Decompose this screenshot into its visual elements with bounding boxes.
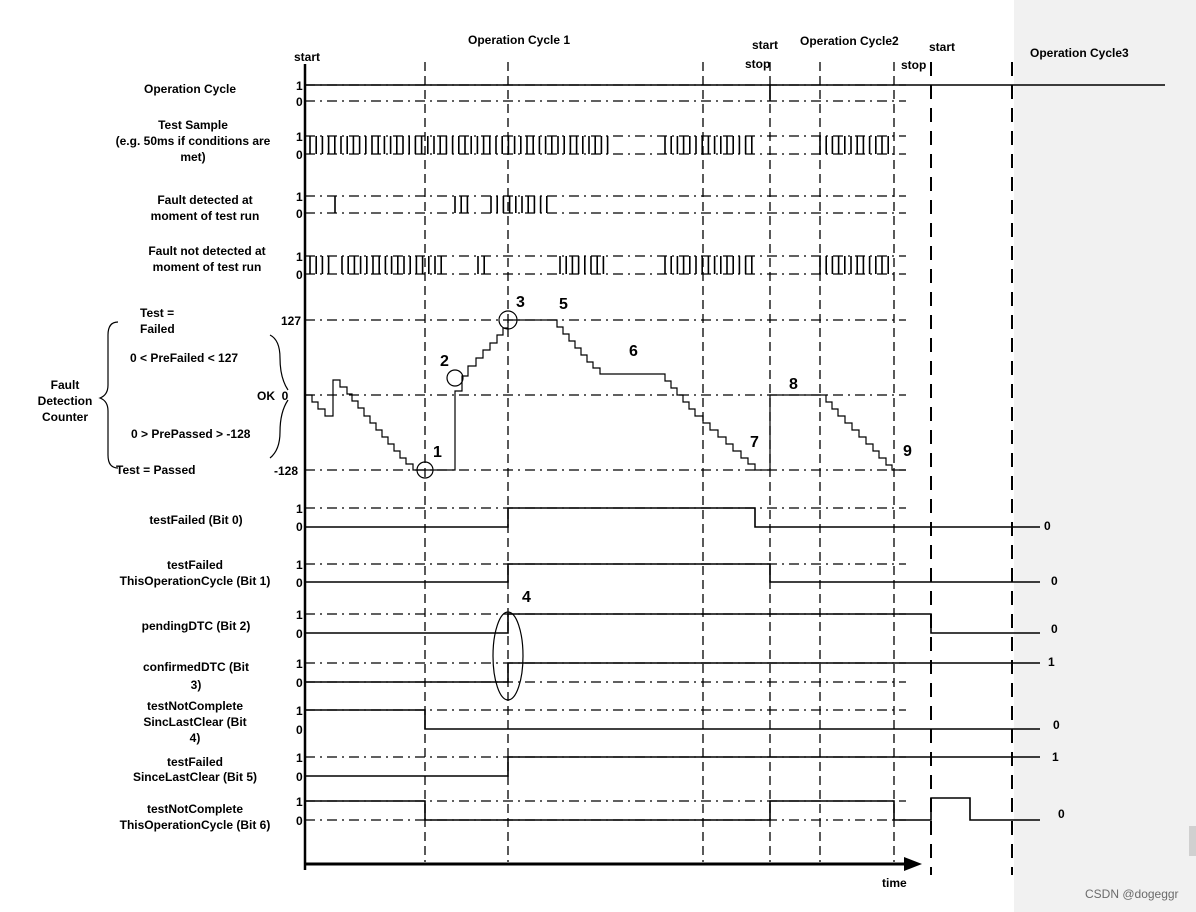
prepassed-label: 0 > PrePassed > -128 — [131, 427, 251, 441]
bit4-level-low: 0 — [296, 723, 303, 737]
fdc-label-3: Counter — [42, 410, 88, 424]
fault-detected-label-1: Fault detected at — [157, 193, 253, 207]
bit1-level-high: 1 — [296, 558, 303, 572]
bit5-final-value: 1 — [1052, 750, 1059, 764]
bit1-waveform — [305, 564, 1040, 582]
test-sample-sub1: (e.g. 50ms if conditions are — [115, 134, 271, 148]
fault-not-detected-label-1: Fault not detected at — [148, 244, 266, 258]
lower-brace — [270, 400, 288, 458]
time-axis-label: time — [882, 876, 907, 890]
bit2-level-high: 1 — [296, 608, 303, 622]
bit2-final-value: 0 — [1051, 622, 1058, 636]
operation-cycle-level-high: 1 — [296, 79, 303, 93]
fault-detected-level-high: 1 — [296, 190, 303, 204]
bit1-label-1: testFailed — [166, 558, 224, 572]
bit5-level-high: 1 — [296, 751, 303, 765]
upper-brace — [270, 335, 288, 390]
fault-not-detected-level-low: 0 — [296, 268, 303, 282]
bit3-level-high: 1 — [296, 657, 303, 671]
axes — [305, 64, 922, 871]
step-1: 1 — [433, 444, 442, 461]
bit5-label-1: testFailed — [166, 755, 224, 769]
fault-detected-pulses — [335, 196, 547, 213]
fault-not-detected-level-high: 1 — [296, 250, 303, 264]
value-minus128-label: -128 — [274, 464, 299, 478]
bit2-waveform — [305, 614, 1040, 633]
step-9: 9 — [903, 443, 912, 460]
right-gray-panel — [1014, 0, 1196, 912]
bit6-level-high: 1 — [296, 795, 303, 809]
start-marker-2: start — [752, 38, 779, 52]
fault-not-detected-label-2: moment of test run — [152, 260, 262, 274]
step-5: 5 — [559, 296, 568, 313]
bit3-final-value: 1 — [1048, 655, 1055, 669]
test-sample-level-high: 1 — [296, 130, 303, 144]
bit6-level-low: 0 — [296, 814, 303, 828]
bit3-label-1: confirmedDTC (Bit — [143, 660, 249, 674]
bit5-level-low: 0 — [296, 770, 303, 784]
bit4-label-1: testNotComplete — [146, 699, 244, 713]
bit1-label-2: ThisOperationCycle (Bit 1) — [119, 574, 271, 588]
bit0-level-low: 0 — [296, 520, 303, 534]
cycle1-label: Operation Cycle 1 — [468, 33, 571, 47]
test-sample-label: Test Sample — [158, 118, 228, 132]
bit0-final-value: 0 — [1044, 519, 1051, 533]
stop-marker-2: stop — [745, 57, 771, 71]
watermark: CSDN @dogeggr — [1085, 887, 1179, 901]
pulse-train — [310, 256, 888, 274]
bit6-label-2: ThisOperationCycle (Bit 6) — [119, 818, 271, 832]
start-marker-3: start — [929, 40, 956, 54]
vertical-guides — [425, 62, 1012, 875]
value-127-label: 127 — [281, 314, 302, 328]
cycle3-label: Operation Cycle3 — [1030, 46, 1129, 60]
bit4-label-3: 4) — [189, 731, 201, 745]
bit2-level-low: 0 — [296, 627, 303, 641]
pulse-train — [335, 196, 547, 213]
test-sample-sub2: met) — [180, 150, 206, 164]
bit1-level-low: 0 — [296, 576, 303, 590]
bit6-final-value: 0 — [1058, 807, 1065, 821]
fault-detected-label-2: moment of test run — [150, 209, 260, 223]
step-4: 4 — [522, 589, 531, 606]
bit4-waveform — [305, 710, 1040, 729]
start-marker-1: start — [294, 50, 321, 64]
operation-cycle-level-low: 0 — [296, 95, 303, 109]
bit6-label-1: testNotComplete — [146, 802, 244, 816]
scroll-thumb — [1189, 826, 1196, 856]
test-failed-label-1: Test = — [140, 306, 175, 320]
prefailed-label: 0 < PreFailed < 127 — [130, 351, 239, 365]
test-sample-pulses — [310, 136, 888, 154]
bit0-level-high: 1 — [296, 502, 303, 516]
bit1-final-value: 0 — [1051, 574, 1058, 588]
test-sample-level-low: 0 — [296, 148, 303, 162]
pulse-train — [310, 136, 888, 154]
bit0-label: testFailed (Bit 0) — [149, 513, 243, 527]
fault-detected-level-low: 0 — [296, 207, 303, 221]
fdc-label-1: Fault — [50, 378, 80, 392]
fdc-brace — [100, 322, 118, 468]
ok-zero-label: OK 0 — [257, 389, 289, 403]
level-labels — [296, 79, 303, 828]
bit4-final-value: 0 — [1053, 718, 1060, 732]
step-7: 7 — [750, 434, 759, 451]
test-failed-label-2: Failed — [140, 322, 175, 336]
step-6: 6 — [629, 343, 638, 360]
bit5-waveform — [305, 757, 1040, 776]
bit4-label-2: SincLastClear (Bit — [143, 715, 247, 729]
bit0-waveform — [305, 508, 1040, 527]
bit5-label-2: SinceLastClear (Bit 5) — [132, 770, 258, 784]
step-3: 3 — [516, 294, 525, 311]
cycle2-label: Operation Cycle2 — [800, 34, 899, 48]
fdc-label-2: Detection — [37, 394, 93, 408]
fault-not-detected-pulses — [310, 256, 888, 274]
bit4-level-high: 1 — [296, 704, 303, 718]
bit3-waveform — [305, 663, 1040, 682]
bit2-label: pendingDTC (Bit 2) — [141, 619, 251, 633]
bit3-level-low: 0 — [296, 676, 303, 690]
step-8: 8 — [789, 376, 798, 393]
test-passed-label: Test = Passed — [116, 463, 196, 477]
step-2: 2 — [440, 353, 449, 370]
bit3-label-2: 3) — [190, 678, 202, 692]
operation-cycle-label: Operation Cycle — [143, 82, 237, 96]
stop-marker-3: stop — [901, 58, 927, 72]
